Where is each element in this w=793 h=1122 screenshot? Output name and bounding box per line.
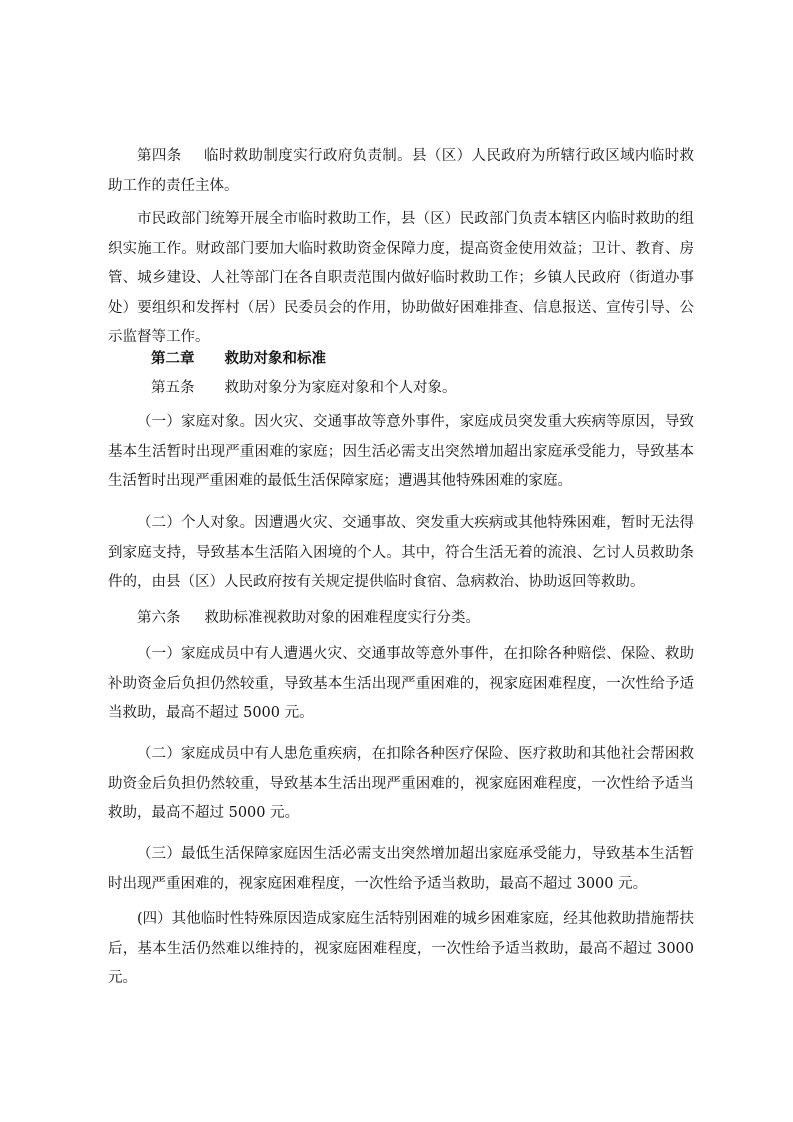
- standard-4-paragraph: (四）其他临时性特殊原因造成家庭生活特别困难的城乡困难家庭，经其他救助措施帮扶后，基本生活仍然难以维持的，视家庭困难程度，一次性给予适当救助，最高不超过 3000 元。: [108, 911, 694, 986]
- standard-1-paragraph: （一）家庭成员中有人遭遇火灾、交通事故等意外事件，在扣除各种赔偿、保险、救助补助资金后负担仍然较重，导致基本生活出现严重困难的，视家庭困难程度，一次性给予适当救助，最高不超过 5000 元。: [108, 646, 694, 721]
- article-6-text: 救助标准视救助对象的困难程度实行分类。: [204, 610, 480, 626]
- article-5-paragraph: [108, 374, 694, 404]
- standard-2-paragraph: （二）家庭成员中有人患危重疾病，在扣除各种医疗保险、医疗救助和其他社会帮困救助资金后负担仍然较重，导致基本生活出现严重困难的，视家庭困难程度，一次性给予适当救助，最高不超过 5000 元。: [108, 746, 694, 821]
- article-4-label: 第四条: [137, 148, 182, 164]
- chapter-2-heading: [151, 347, 326, 368]
- family-object-paragraph: （一）家庭对象。因火灾、交通事故等意外事件，家庭成员突发重大疾病等原因，导致基本生活暂时出现严重困难的家庭；因生活必需支出突然增加超出家庭承受能力，导致基本生活暂时出现严重困难的最低生活保障家庭；遭遇其他特殊困难的家庭。: [108, 414, 694, 489]
- article-6-paragraph: [108, 604, 694, 634]
- city-responsibility-paragraph: 市民政部门统筹开展全市临时救助工作，县（区）民政部门负责本辖区内临时救助的组织实施工作。财政部门要加大临时救助资金保障力度，提高资金使用效益；卫计、教育、房管、城乡建设、人社等部门在各自职责范围内做好临时救助工作；乡镇人民政府（街道办事处）要组织和发挥村（居）民委员会的作用，协助做好困难排查、信息报送、宣传引导、公示监督等工作。: [108, 211, 694, 345]
- article-5-text: 救助对象分为家庭对象和个人对象。: [224, 380, 457, 396]
- article-4-text: 临时救助制度实行政府负责制。县（区）人民政府为所辖行政区域内临时救助工作的责任主体。: [108, 148, 695, 194]
- standard-3-paragraph: （三）最低生活保障家庭因生活必需支出突然增加超出家庭承受能力，导致基本生活暂时出现严重困难的，视家庭困难程度，一次性给予适当救助，最高不超过 3000 元。: [108, 846, 694, 892]
- article-5-label: 第五条: [151, 380, 195, 396]
- article-4-paragraph: [108, 142, 694, 201]
- chapter-2-title: 救助对象和标准: [224, 350, 326, 367]
- article-6-label: 第六条: [137, 610, 181, 626]
- individual-object-paragraph: （二）个人对象。因遭遇火灾、交通事故、突发重大疾病或其他特殊困难，暂时无法得到家庭支持，导致基本生活陷入困境的个人。其中，符合生活无着的流浪、乞讨人员救助条件的，由县（区）人民政府按有关规定提供临时食宿、急病救治、协助返回等救助。: [108, 515, 694, 590]
- chapter-2-label: 第二章: [151, 350, 195, 367]
